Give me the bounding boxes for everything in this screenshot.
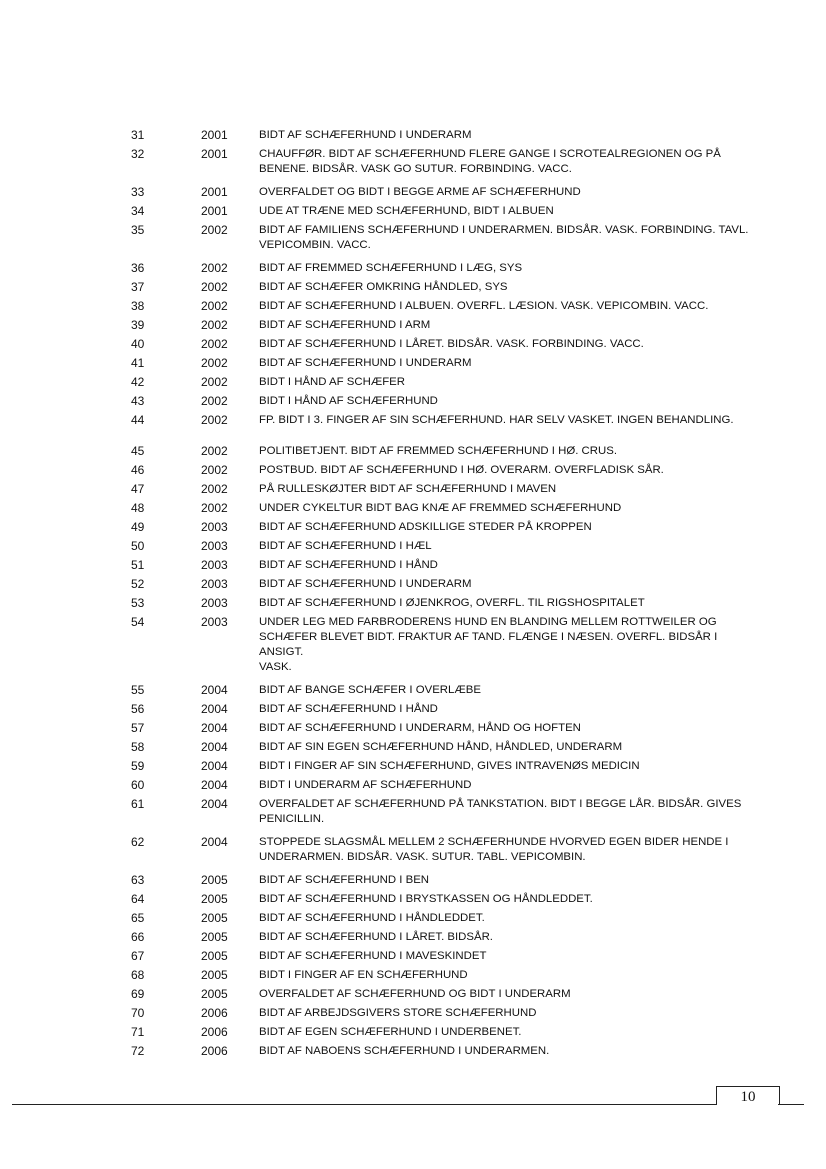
row-number: 67: [131, 949, 145, 963]
row-year: 2002: [201, 413, 228, 427]
row-year: 2005: [201, 987, 228, 1001]
row-number: 71: [131, 1025, 145, 1039]
table-row: [0, 394, 826, 409]
table-row: [0, 375, 826, 390]
row-year: 2003: [201, 558, 228, 572]
row-year: 2002: [201, 501, 228, 515]
row-number: 69: [131, 987, 145, 1001]
row-number: 38: [131, 299, 145, 313]
row-year: 2002: [201, 356, 228, 370]
row-description: BIDT AF SCHÆFERHUND I HÆL: [259, 540, 432, 552]
table-row: [0, 482, 826, 497]
row-number: 66: [131, 930, 145, 944]
row-description: BIDT AF SIN EGEN SCHÆFERHUND HÅND, HÅNDLED, UNDERARM: [259, 741, 623, 753]
row-description: CHAUFFØR. BIDT AF SCHÆFERHUND FLERE GANGE I SCROTEALREGIONEN OG PÅ BENENE. BIDSÅR. VASK GO SUTUR. FORBINDING. VACC.: [259, 148, 721, 175]
row-description: BIDT AF SCHÆFERHUND I LÅRET. BIDSÅR. VASK. FORBINDING. VACC.: [259, 338, 644, 350]
row-year: 2005: [201, 930, 228, 944]
row-description: BIDT AF FAMILIENS SCHÆFERHUND I UNDERARMEN. BIDSÅR. VASK. FORBINDING. TAVL. VEPICOMBIN. VACC.: [259, 224, 749, 251]
row-year: 2002: [201, 299, 228, 313]
row-number: 57: [131, 721, 145, 735]
row-number: 37: [131, 280, 145, 294]
row-number: 40: [131, 337, 145, 351]
row-description: BIDT AF SCHÆFERHUND I ARM: [259, 319, 431, 331]
row-number: 72: [131, 1044, 145, 1058]
row-year: 2004: [201, 778, 228, 792]
row-year: 2002: [201, 375, 228, 389]
row-year: 2004: [201, 702, 228, 716]
row-description: BIDT I HÅND AF SCHÆFERHUND: [259, 395, 438, 407]
row-description: BIDT AF SCHÆFER OMKRING HÅNDLED, SYS: [259, 281, 508, 293]
row-year: 2004: [201, 759, 228, 773]
row-description: BIDT AF SCHÆFERHUND I MAVESKINDET: [259, 950, 487, 962]
row-description: STOPPEDE SLAGSMÅL MELLEM 2 SCHÆFERHUNDE HVORVED EGEN BIDER HENDE I UNDERARMEN. BIDSÅR. VASK. SUTUR. TABL. VEPICOMBIN.: [259, 836, 729, 863]
row-description: BIDT AF EGEN SCHÆFERHUND I UNDERBENET.: [259, 1026, 522, 1038]
table-row: [0, 413, 826, 428]
row-number: 47: [131, 482, 145, 496]
row-year: 2002: [201, 318, 228, 332]
row-description: BIDT AF SCHÆFERHUND ADSKILLIGE STEDER PÅ KROPPEN: [259, 521, 592, 533]
table-row: [0, 463, 826, 478]
row-year: 2004: [201, 721, 228, 735]
table-row: [0, 520, 826, 535]
table-row: [0, 539, 826, 554]
row-description: BIDT I FINGER AF EN SCHÆFERHUND: [259, 969, 468, 981]
table-row: [0, 280, 826, 295]
row-description: OVERFALDET AF SCHÆFERHUND PÅ TANKSTATION. BIDT I BEGGE LÅR. BIDSÅR. GIVES PENICILLIN.: [259, 798, 742, 825]
row-number: 49: [131, 520, 145, 534]
table-row: [0, 318, 826, 333]
row-description: BIDT AF SCHÆFERHUND I UNDERARM: [259, 578, 472, 590]
row-description: BIDT AF SCHÆFERHUND I HÅND: [259, 559, 438, 571]
table-row: [0, 797, 826, 827]
row-number: 59: [131, 759, 145, 773]
table-row: [0, 299, 826, 314]
table-row: [0, 892, 826, 907]
row-number: 44: [131, 413, 145, 427]
table-row: [0, 949, 826, 964]
row-number: 42: [131, 375, 145, 389]
row-year: 2005: [201, 949, 228, 963]
row-year: 2001: [201, 185, 228, 199]
table-row: [0, 223, 826, 253]
row-year: 2003: [201, 520, 228, 534]
row-number: 51: [131, 558, 145, 572]
row-number: 58: [131, 740, 145, 754]
row-number: 45: [131, 444, 145, 458]
row-year: 2002: [201, 337, 228, 351]
row-description: BIDT I HÅND AF SCHÆFER: [259, 376, 405, 388]
row-number: 54: [131, 615, 145, 629]
row-number: 63: [131, 873, 145, 887]
row-description: OVERFALDET OG BIDT I BEGGE ARME AF SCHÆFERHUND: [259, 186, 581, 198]
footer-rule: [12, 1104, 717, 1105]
row-year: 2001: [201, 128, 228, 142]
row-year: 2004: [201, 683, 228, 697]
table-row: [0, 740, 826, 755]
table-row: [0, 968, 826, 983]
row-description: BIDT AF BANGE SCHÆFER I OVERLÆBE: [259, 684, 481, 696]
table-row: [0, 702, 826, 717]
row-year: 2006: [201, 1044, 228, 1058]
row-description: BIDT AF SCHÆFERHUND I UNDERARM: [259, 129, 472, 141]
row-year: 2002: [201, 223, 228, 237]
row-description: BIDT AF SCHÆFERHUND I UNDERARM, HÅND OG HOFTEN: [259, 722, 581, 734]
row-description: BIDT AF SCHÆFERHUND I LÅRET. BIDSÅR.: [259, 931, 493, 943]
table-row: [0, 356, 826, 371]
row-year: 2004: [201, 740, 228, 754]
row-description: BIDT AF FREMMED SCHÆFERHUND I LÆG, SYS: [259, 262, 523, 274]
row-description: UDE AT TRÆNE MED SCHÆFERHUND, BIDT I ALBUEN: [259, 205, 554, 217]
row-description: BIDT I UNDERARM AF SCHÆFERHUND: [259, 779, 472, 791]
row-number: 55: [131, 683, 145, 697]
table-row: [0, 128, 826, 143]
table-row: [0, 683, 826, 698]
row-year: 2006: [201, 1006, 228, 1020]
row-year: 2005: [201, 968, 228, 982]
row-description: FP. BIDT I 3. FINGER AF SIN SCHÆFERHUND. HAR SELV VASKET. INGEN BEHANDLING.: [259, 414, 734, 426]
row-number: 56: [131, 702, 145, 716]
row-description: BIDT AF SCHÆFERHUND I BEN: [259, 874, 430, 886]
table-row: [0, 873, 826, 888]
row-number: 41: [131, 356, 145, 370]
row-number: 68: [131, 968, 145, 982]
table-row: [0, 930, 826, 945]
row-number: 39: [131, 318, 145, 332]
row-number: 32: [131, 147, 145, 161]
table-row: [0, 204, 826, 219]
row-description: BIDT AF SCHÆFERHUND I HÅND: [259, 703, 438, 715]
row-number: 50: [131, 539, 145, 553]
table-row: [0, 577, 826, 592]
table-row: [0, 147, 826, 177]
row-number: 52: [131, 577, 145, 591]
table-row: [0, 1044, 826, 1059]
row-description: UNDER LEG MED FARBRODERENS HUND EN BLANDING MELLEM ROTTWEILER OG SCHÆFER BLEVET BIDT. FRAKTUR AF TAND. FLÆNGE I NÆSEN. OVERFL. BIDSÅR I ANSIGT. VASK.: [259, 616, 718, 673]
row-description: BIDT AF SCHÆFERHUND I UNDERARM: [259, 357, 472, 369]
row-year: 2002: [201, 444, 228, 458]
table-row: [0, 261, 826, 276]
row-year: 2003: [201, 539, 228, 553]
row-year: 2002: [201, 261, 228, 275]
row-number: 31: [131, 128, 145, 142]
row-number: 65: [131, 911, 145, 925]
row-year: 2003: [201, 577, 228, 591]
table-row: [0, 596, 826, 611]
table-row: [0, 337, 826, 352]
table-row: [0, 1006, 826, 1021]
row-description: PÅ RULLESKØJTER BIDT AF SCHÆFERHUND I MAVEN: [259, 483, 557, 495]
row-year: 2005: [201, 892, 228, 906]
page-number: 10: [716, 1086, 780, 1105]
row-description: UNDER CYKELTUR BIDT BAG KNÆ AF FREMMED SCHÆFERHUND: [259, 502, 622, 514]
row-number: 61: [131, 797, 145, 811]
row-number: 48: [131, 501, 145, 515]
row-description: POLITIBETJENT. BIDT AF FREMMED SCHÆFERHUND I HØ. CRUS.: [259, 445, 617, 457]
row-year: 2001: [201, 204, 228, 218]
row-year: 2002: [201, 463, 228, 477]
table-row: [0, 615, 826, 675]
row-year: 2002: [201, 482, 228, 496]
row-description: BIDT I FINGER AF SIN SCHÆFERHUND, GIVES INTRAVENØS MEDICIN: [259, 760, 640, 772]
footer-rule-right: [778, 1104, 804, 1105]
row-description: BIDT AF ARBEJDSGIVERS STORE SCHÆFERHUND: [259, 1007, 537, 1019]
table-row: [0, 1025, 826, 1040]
row-year: 2005: [201, 873, 228, 887]
row-description: BIDT AF NABOENS SCHÆFERHUND I UNDERARMEN.: [259, 1045, 550, 1057]
table-row: [0, 987, 826, 1002]
table-row: [0, 501, 826, 516]
row-year: 2004: [201, 835, 228, 849]
row-description: POSTBUD. BIDT AF SCHÆFERHUND I HØ. OVERARM. OVERFLADISK SÅR.: [259, 464, 664, 476]
row-description: BIDT AF SCHÆFERHUND I BRYSTKASSEN OG HÅNDLEDDET.: [259, 893, 593, 905]
row-number: 36: [131, 261, 145, 275]
table-row: [0, 558, 826, 573]
row-number: 62: [131, 835, 145, 849]
table-row: [0, 911, 826, 926]
row-description: BIDT AF SCHÆFERHUND I ALBUEN. OVERFL. LÆSION. VASK. VEPICOMBIN. VACC.: [259, 300, 709, 312]
row-number: 46: [131, 463, 145, 477]
row-description: BIDT AF SCHÆFERHUND I ØJENKROG, OVERFL. TIL RIGSHOSPITALET: [259, 597, 645, 609]
table-row: [0, 444, 826, 459]
table-row: [0, 835, 826, 865]
incident-list: [0, 128, 826, 1063]
row-number: 64: [131, 892, 145, 906]
row-year: 2001: [201, 147, 228, 161]
row-number: 43: [131, 394, 145, 408]
row-year: 2006: [201, 1025, 228, 1039]
row-number: 34: [131, 204, 145, 218]
row-number: 53: [131, 596, 145, 610]
row-number: 35: [131, 223, 145, 237]
row-description: BIDT AF SCHÆFERHUND I HÅNDLEDDET.: [259, 912, 485, 924]
row-year: 2002: [201, 394, 228, 408]
row-number: 70: [131, 1006, 145, 1020]
table-row: [0, 185, 826, 200]
row-year: 2005: [201, 911, 228, 925]
row-description: OVERFALDET AF SCHÆFERHUND OG BIDT I UNDERARM: [259, 988, 571, 1000]
table-row: [0, 721, 826, 736]
table-row: [0, 759, 826, 774]
row-year: 2003: [201, 615, 228, 629]
table-row: [0, 778, 826, 793]
row-number: 60: [131, 778, 145, 792]
row-year: 2004: [201, 797, 228, 811]
row-year: 2003: [201, 596, 228, 610]
row-year: 2002: [201, 280, 228, 294]
row-number: 33: [131, 185, 145, 199]
